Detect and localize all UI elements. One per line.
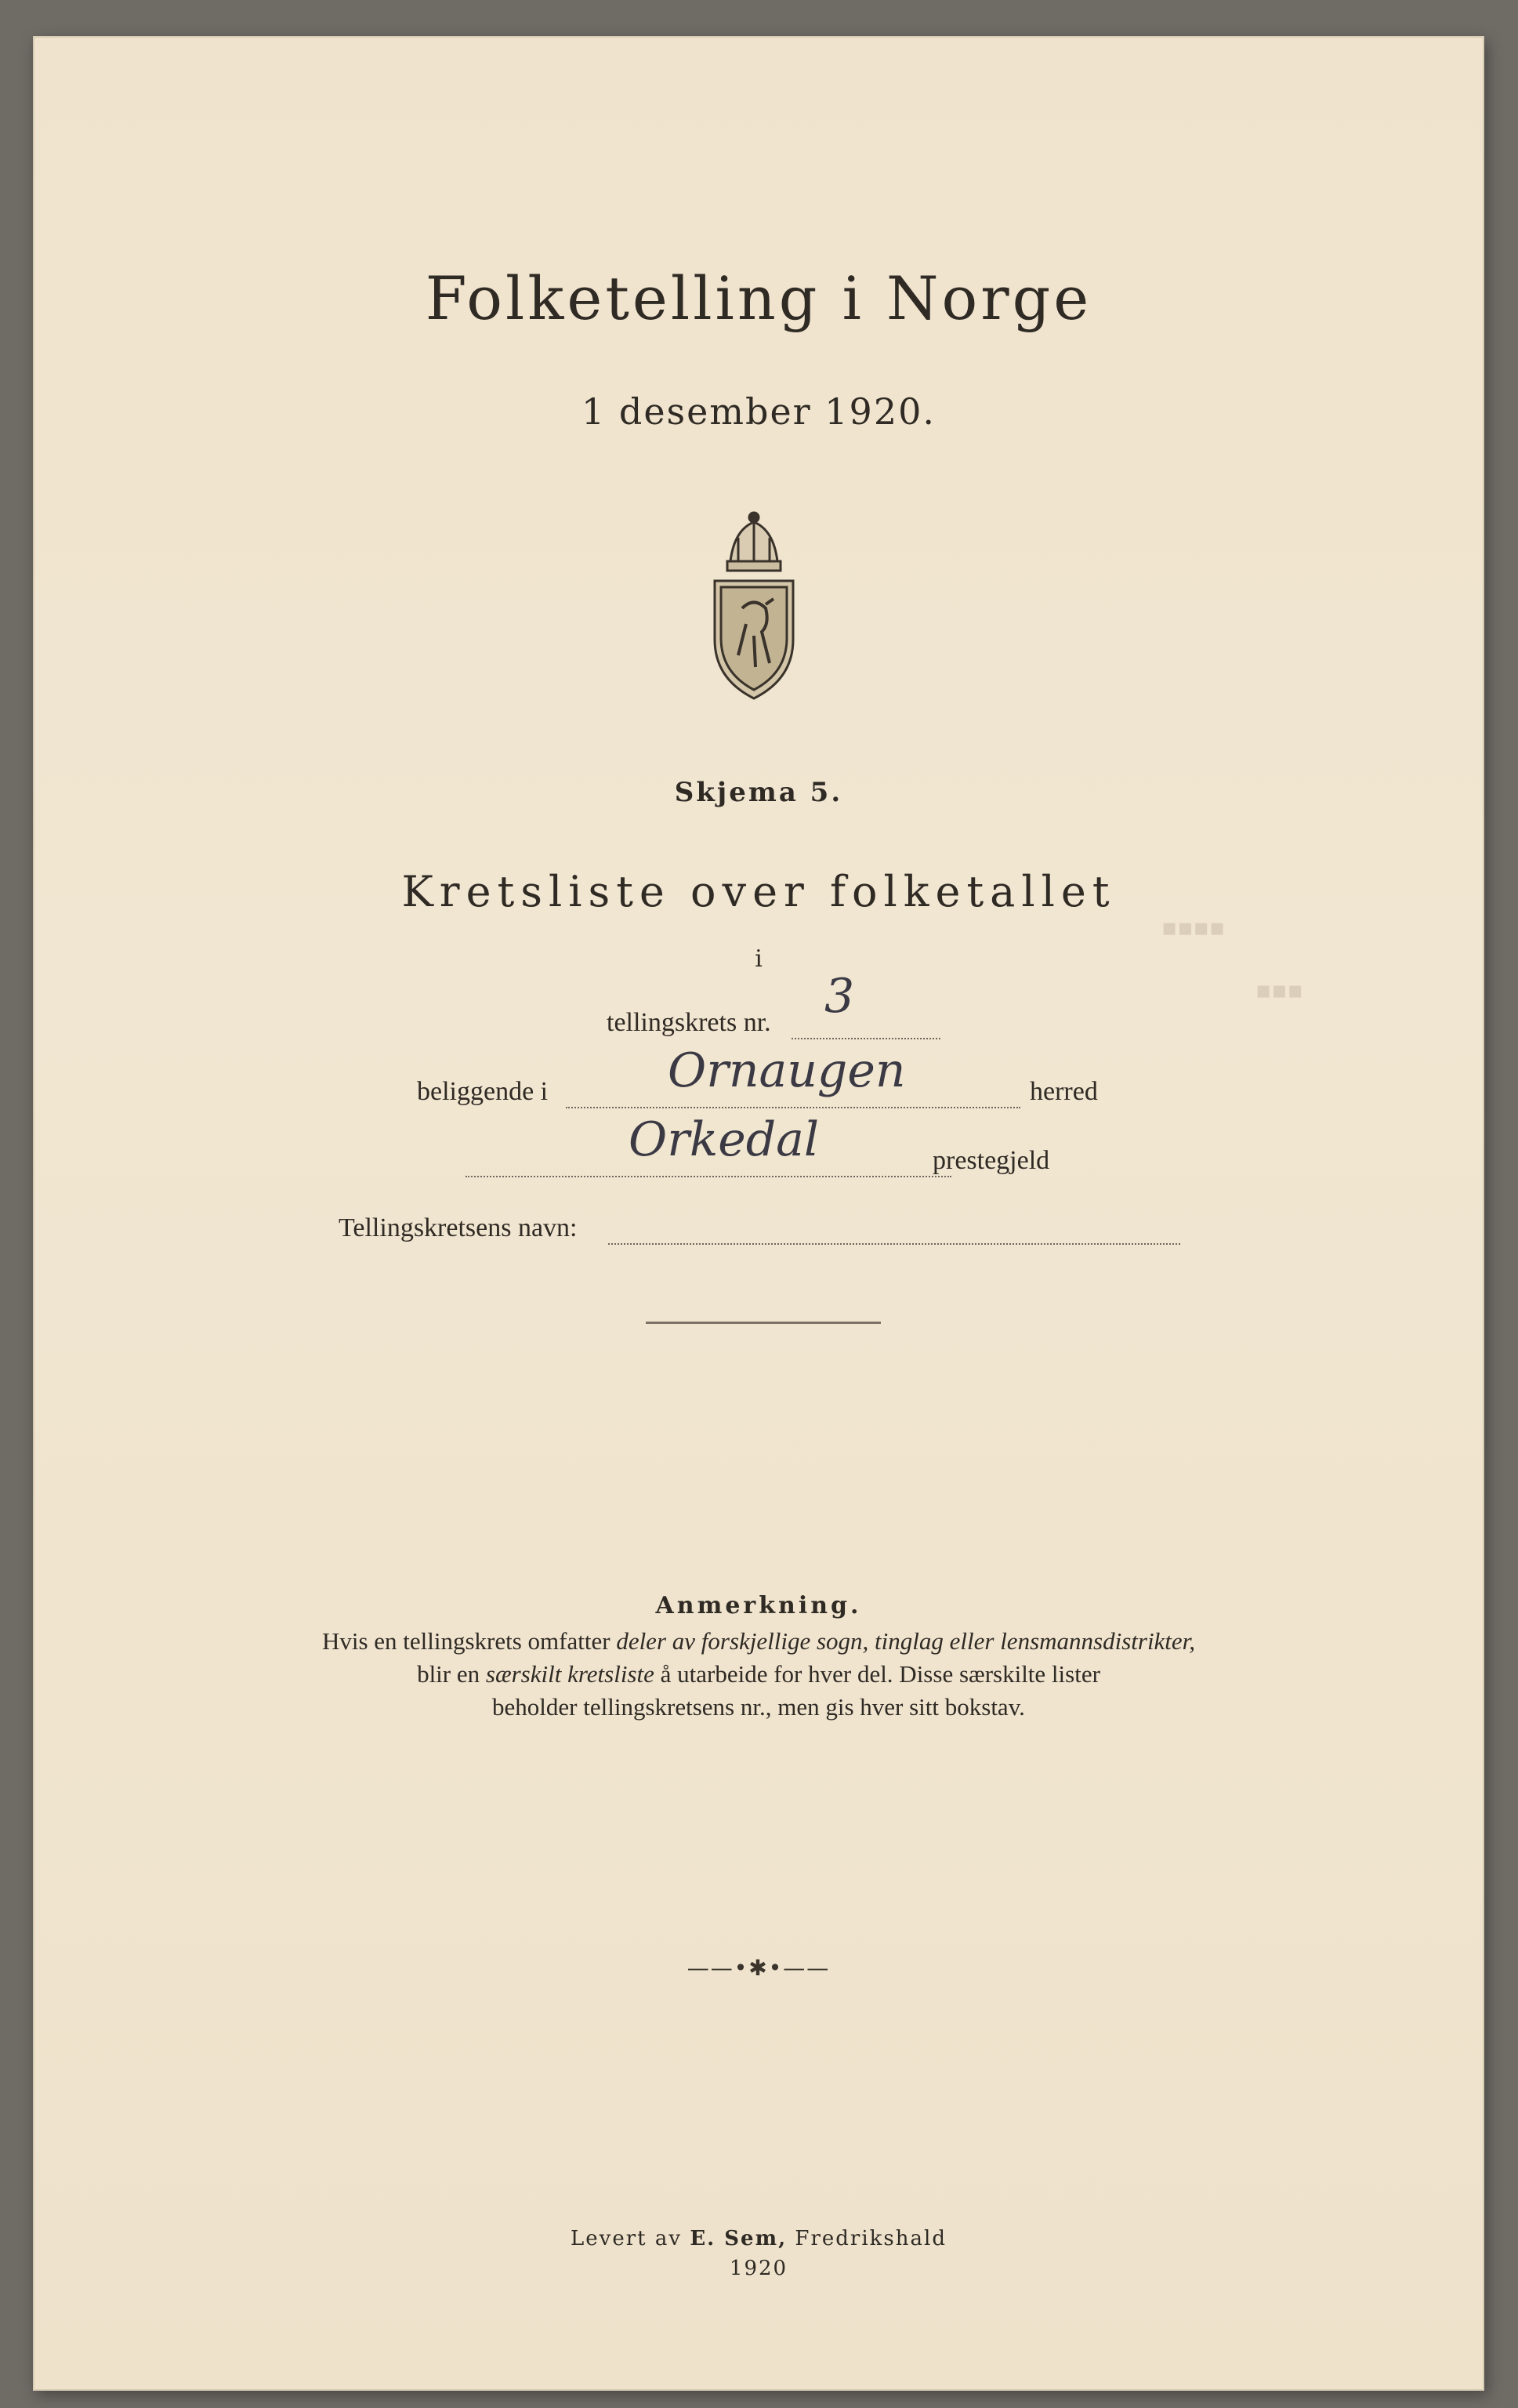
kretsnavn-label: Tellingskretsens navn: xyxy=(339,1213,578,1242)
document-date: 1 desember 1920. xyxy=(581,390,936,433)
prestegjeld-label: prestegjeld xyxy=(933,1146,1050,1175)
schema-number: Skjema 5. xyxy=(674,777,843,808)
tellingskrets-value: 3 xyxy=(824,969,855,1024)
printer-credit: Levert av E. Sem, Fredrikshald xyxy=(571,2227,947,2250)
beliggende-underline xyxy=(566,1107,1020,1108)
herred-label: herred xyxy=(1030,1077,1098,1106)
document-title: Folketelling i Norge xyxy=(425,263,1092,333)
note-line-3: beholder tellingskretsens nr., men gis hver sitt bokstav. xyxy=(492,1693,1025,1721)
census-form-page xyxy=(33,36,1484,2391)
form-heading: Kretsliste over folketallet xyxy=(401,867,1116,916)
prestegjeld-value: Orkedal xyxy=(629,1112,820,1167)
beliggende-label: beliggende i xyxy=(417,1077,549,1106)
norwegian-coat-of-arms-icon xyxy=(699,506,809,710)
prestegjeld-underline xyxy=(466,1176,951,1177)
bleed-through-mark: ▪▪▪▪ xyxy=(1161,914,1226,941)
section-divider xyxy=(646,1322,881,1324)
tellingskrets-underline xyxy=(792,1038,940,1039)
connector-word: i xyxy=(755,945,763,973)
ornament-divider: ——•✱•—— xyxy=(687,1955,831,1981)
kretsnavn-underline xyxy=(608,1243,1180,1245)
note-title: Anmerkning. xyxy=(655,1592,862,1619)
bleed-through-mark: ▪▪▪ xyxy=(1255,977,1303,1004)
beliggende-value: Ornaugen xyxy=(668,1043,906,1098)
printer-year: 1920 xyxy=(729,2257,788,2280)
note-line-1: Hvis en tellingskrets omfatter deler av forskjellige sogn, tinglag eller lensmannsdistrikter, xyxy=(321,1627,1196,1655)
tellingskrets-label: tellingskrets nr. xyxy=(607,1008,771,1037)
note-line-2: blir en særskilt kretsliste å utarbeide for hver del. Disse særskilte lister xyxy=(417,1660,1100,1688)
